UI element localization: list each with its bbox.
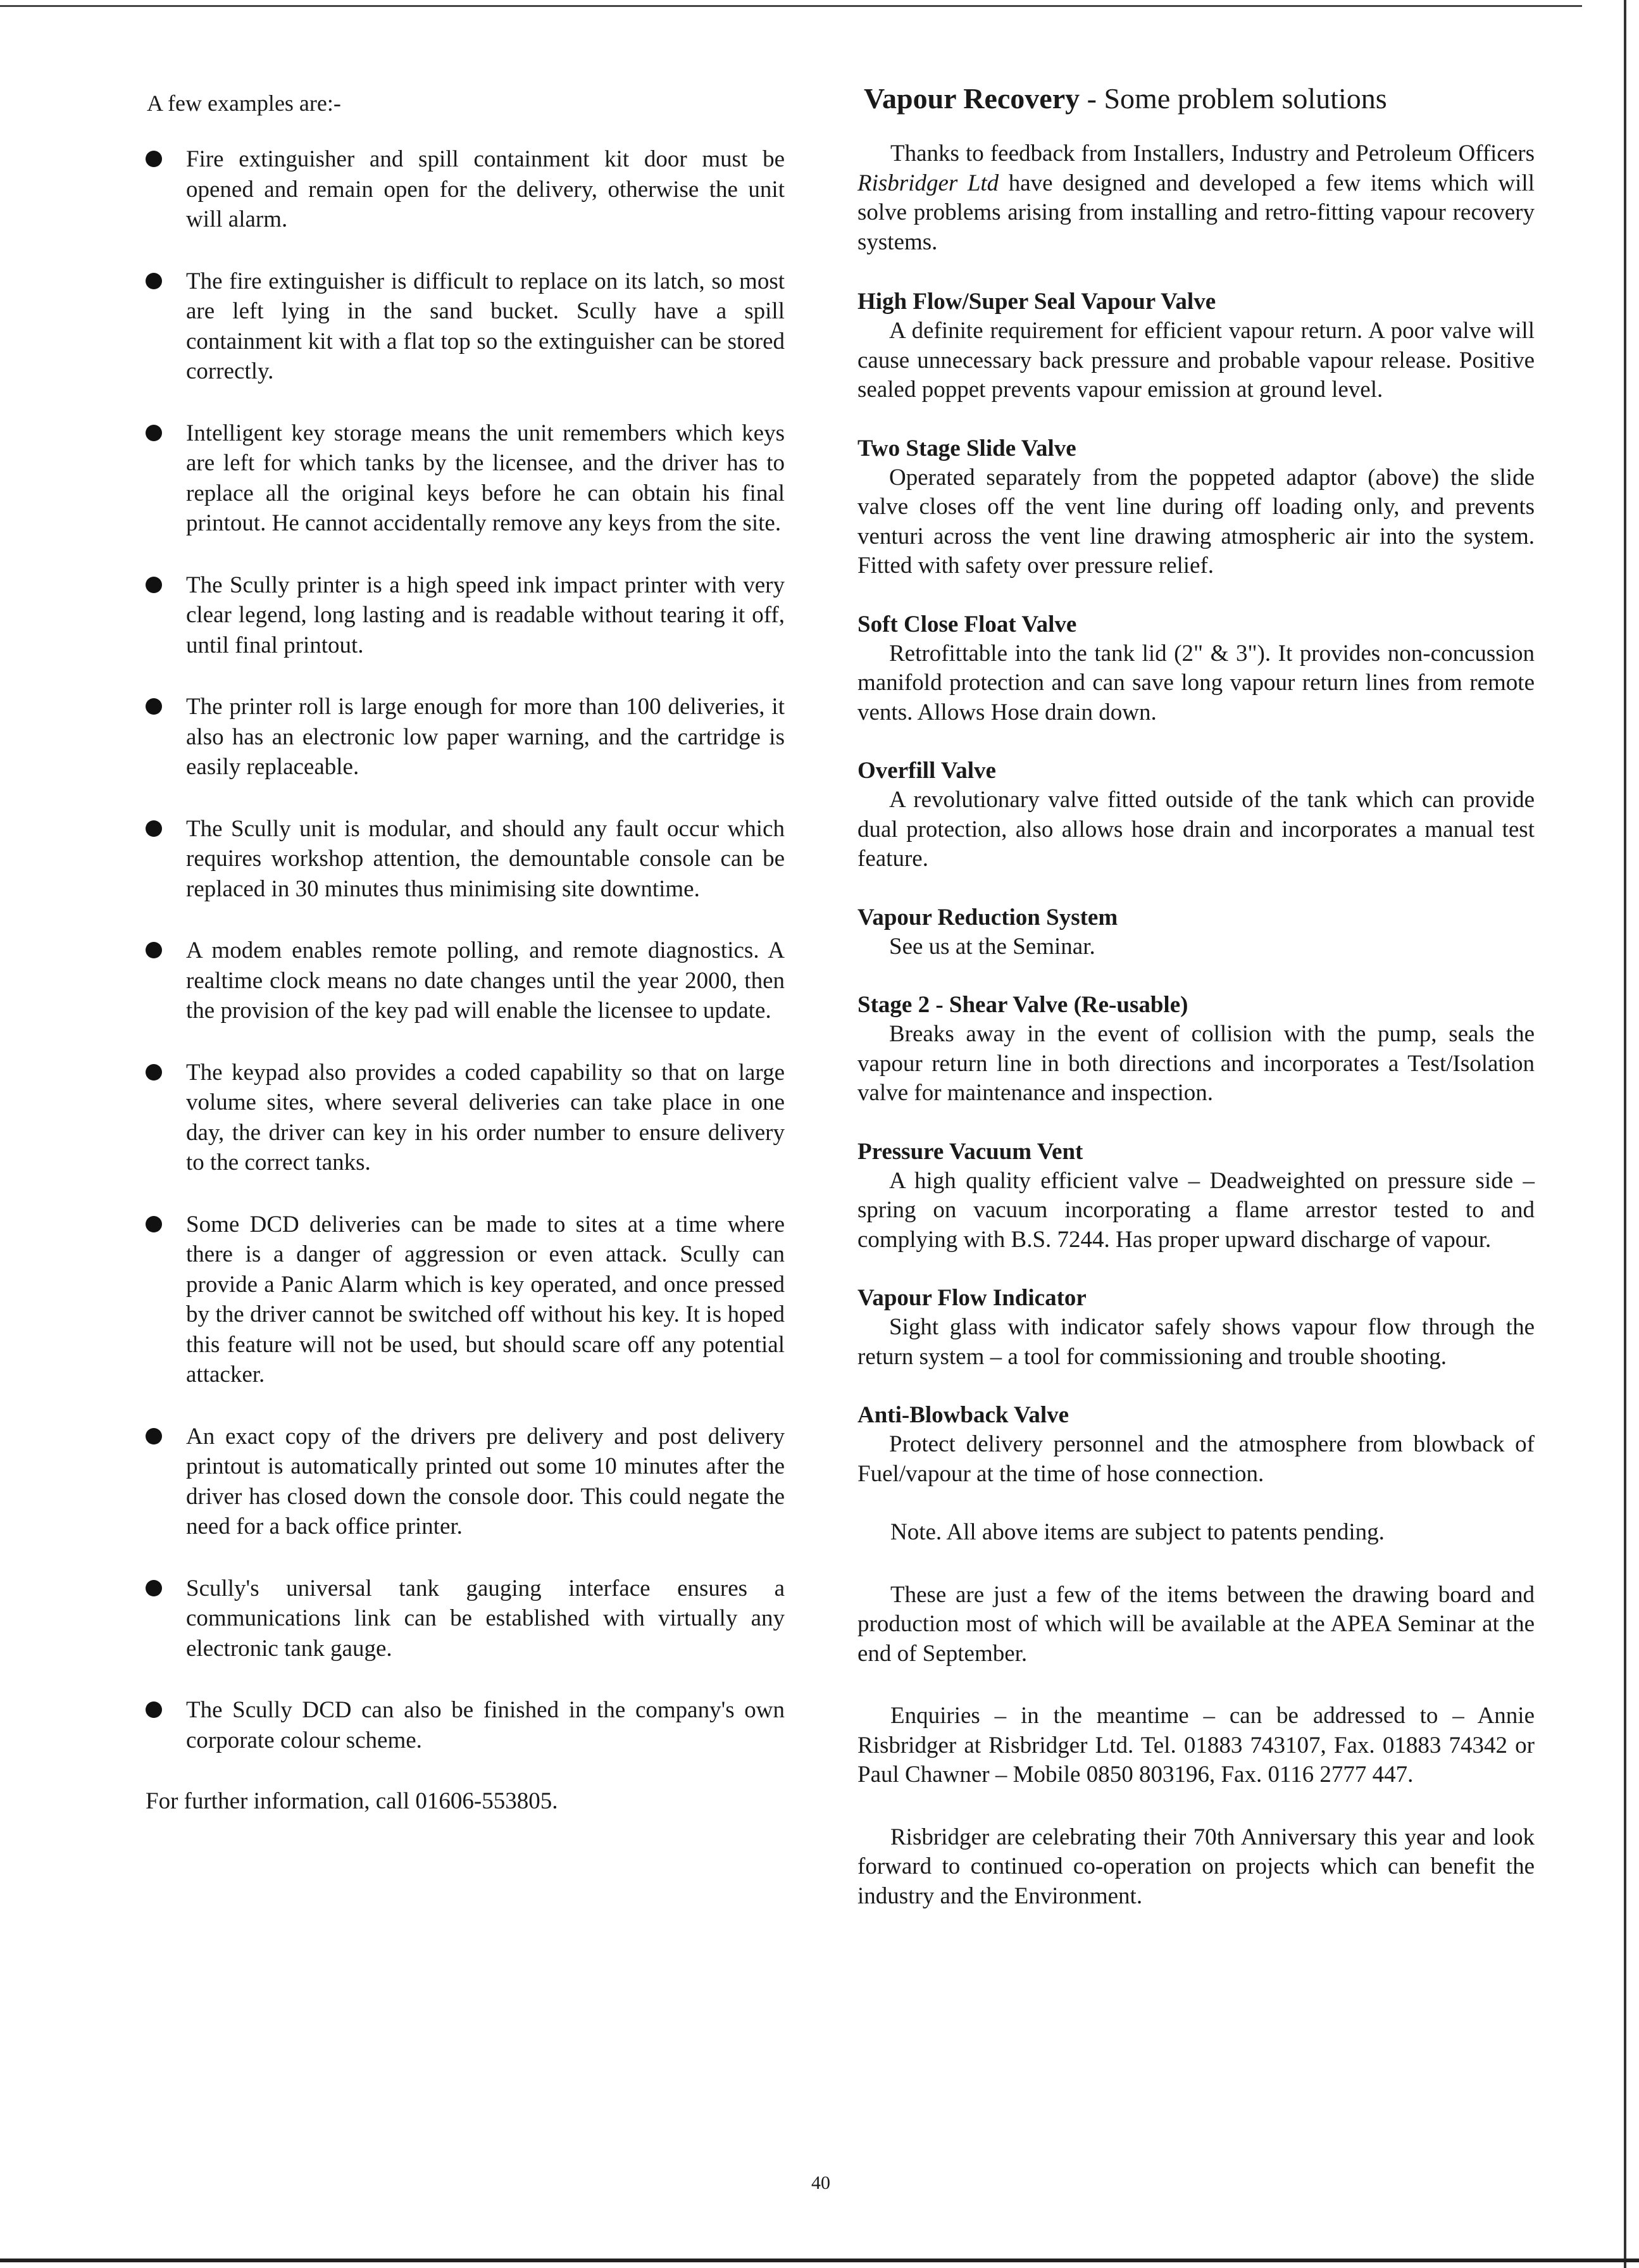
list-item [146, 1695, 785, 1755]
section-body: See us at the Seminar. [889, 933, 1095, 960]
list-item [146, 266, 785, 387]
bullet-icon [146, 273, 162, 289]
list-item-text: Fire extinguisher and spill containment kit door must be opened and remain open for the delivery, otherwise the unit will alarm. [186, 146, 785, 232]
list-item [146, 1058, 785, 1178]
section-body: Retrofittable into the tank lid (2" & 3"). It provides non-concussion manifold protection and can save long vapour return lines from remote vents. Allows Hose drain down. [857, 640, 1535, 725]
section-heading: Vapour Flow Indicator [857, 1285, 1087, 1311]
bullet-icon [146, 577, 162, 593]
section-heading: Overfill Valve [857, 758, 996, 784]
intro-text-start: Thanks to feedback from Installers, Industry and Petroleum Officers [890, 141, 1535, 166]
article-title-bold: Vapour Recovery [864, 82, 1080, 115]
patent-note: Note. All above items are subject to patents pending. [890, 1519, 1385, 1545]
bullet-icon [146, 425, 162, 441]
product-section [857, 1137, 1535, 1255]
right-column [857, 81, 1535, 1944]
section-body: Breaks away in the event of collision with the pump, seals the vapour return line in both directions and incorporates a Test/Isolation valve for maintenance and inspection. [857, 1021, 1535, 1106]
section-heading: Vapour Reduction System [857, 904, 1118, 930]
section-heading: High Flow/Super Seal Vapour Valve [857, 289, 1216, 315]
further-information: For further information, call 01606-553805. [146, 1788, 558, 1814]
scan-edge-top [0, 5, 1582, 7]
bullet-icon [146, 151, 162, 167]
section-body: A definite requirement for efficient vapour return. A poor valve will cause unnecessary back pressure and probable vapour release. Positive sealed poppet prevents vapour emission at ground level. [857, 318, 1535, 403]
page-number: 40 [811, 2172, 830, 2193]
scan-edge-right [1624, 0, 1626, 2268]
section-heading: Soft Close Float Valve [857, 611, 1077, 637]
list-item [146, 936, 785, 1026]
list-item-text: Scully's universal tank gauging interface ensures a communications link can be established with virtually any electronic tank gauge. [186, 1575, 785, 1662]
section-body: Operated separately from the poppeted adaptor (above) the slide valve closes off the vent line during off loading only, and prevents venturi across the vent line drawing atmospheric air into the system. Fitted with safety over pressure relief. [857, 464, 1535, 579]
list-item [146, 418, 785, 539]
list-item [146, 1210, 785, 1390]
product-section [857, 1401, 1535, 1489]
section-heading: Stage 2 - Shear Valve (Re-usable) [857, 992, 1188, 1018]
list-item [146, 570, 785, 661]
list-item-text: The Scully DCD can also be finished in the company's own corporate colour scheme. [186, 1697, 785, 1753]
article-title [864, 81, 1535, 116]
section-body: Sight glass with indicator safely shows vapour flow through the return system – a tool for commissioning and trouble shooting. [857, 1314, 1535, 1370]
section-body: A revolutionary valve fitted outside of the tank which can provide dual protection, also allows hose drain and incorporates a manual test feature. [857, 787, 1535, 872]
feature-list [146, 144, 785, 1755]
article-title-rest: - Some problem solutions [1080, 82, 1387, 115]
examples-intro: A few examples are:- [147, 91, 341, 116]
product-section [857, 434, 1535, 581]
section-heading: Pressure Vacuum Vent [857, 1138, 1083, 1165]
bullet-icon [146, 1216, 162, 1232]
bullet-icon [146, 1580, 162, 1596]
list-item-text: The Scully printer is a high speed ink impact printer with very clear legend, long lasting and is readable without tearing it off, until final printout. [186, 572, 785, 658]
list-item [146, 1422, 785, 1542]
product-section [857, 903, 1535, 962]
article-intro [857, 139, 1535, 257]
company-name: Risbridger Ltd [857, 170, 999, 196]
list-item [146, 814, 785, 905]
list-item-text: The keypad also provides a coded capability so that on large volume sites, where several deliveries can take place in one day, the driver can key in his order number to ensure delivery to the correct tanks. [186, 1059, 785, 1175]
left-column [146, 89, 785, 1839]
scan-edge-bottom [0, 2259, 1639, 2262]
bullet-icon [146, 1428, 162, 1444]
enquiries-contact: Enquiries – in the meantime – can be addressed to – Annie Risbridger at Risbridger Ltd. Tel. 01883 743107, Fax. 01883 74342 or Paul Chawner – Mobile 0850 803196, Fax. 0116 2777 447. [857, 1703, 1535, 1788]
section-heading: Anti-Blowback Valve [857, 1402, 1069, 1428]
anniversary-note: Risbridger are celebrating their 70th Anniversary this year and look forward to continued co-operation on projects which can benefit the industry and the Environment. [857, 1824, 1535, 1909]
bullet-icon [146, 942, 162, 958]
list-item-text: The printer roll is large enough for more than 100 deliveries, it also has an electronic low paper warning, and the cartridge is easily replaceable. [186, 694, 785, 780]
list-item-text: Intelligent key storage means the unit remembers which keys are left for which tanks by the licensee, and the driver has to replace all the original keys before he can obtain his final printout. He cannot accidentally remove any keys from the site. [186, 420, 785, 536]
section-body: Protect delivery personnel and the atmosphere from blowback of Fuel/vapour at the time of hose connection. [857, 1431, 1535, 1487]
list-item [146, 1574, 785, 1664]
list-item-text: The fire extinguisher is difficult to replace on its latch, so most are left lying in the sand bucket. Scully have a spill containment kit with a flat top so the extinguisher can be stored correctly. [186, 268, 785, 384]
list-item-text: Some DCD deliveries can be made to sites at a time where there is a danger of aggression or even attack. Scully can provide a Panic Alarm which is key operated, and once pressed by the driver cannot be switched off without his key. It is hoped this feature will not be used, but should scare off any potential attacker. [186, 1211, 785, 1388]
bullet-icon [146, 1701, 162, 1718]
availability-note: These are just a few of the items between the drawing board and production most of which will be available at the APEA Seminar at the end of September. [857, 1581, 1535, 1667]
list-item-text: The Scully unit is modular, and should any fault occur which requires workshop attention, the demountable console can be replaced in 30 minutes thus minimising site downtime. [186, 815, 785, 902]
product-section [857, 610, 1535, 728]
list-item [146, 144, 785, 235]
product-section [857, 756, 1535, 874]
list-item-text: A modem enables remote polling, and remote diagnostics. A realtime clock means no date changes until the year 2000, then the provision of the key pad will enable the licensee to update. [186, 937, 785, 1024]
section-body: A high quality efficient valve – Deadweighted on pressure side – spring on vacuum incorporating a flame arrestor tested to and complying with B.S. 7244. Has proper upward discharge of vapour. [857, 1167, 1535, 1253]
list-item-text: An exact copy of the drivers pre delivery and post delivery printout is automatically printed out some 10 minutes after the driver has closed down the console door. This could negate the need for a back office printer. [186, 1423, 785, 1539]
section-heading: Two Stage Slide Valve [857, 435, 1076, 461]
intro-text-end: have designed and developed a few items which will solve problems arising from installing and retro-fitting vapour recovery systems. [857, 170, 1535, 255]
bullet-icon [146, 820, 162, 837]
product-section [857, 991, 1535, 1108]
product-section [857, 287, 1535, 405]
bullet-icon [146, 698, 162, 715]
product-section [857, 1284, 1535, 1372]
bullet-icon [146, 1064, 162, 1081]
list-item [146, 692, 785, 782]
